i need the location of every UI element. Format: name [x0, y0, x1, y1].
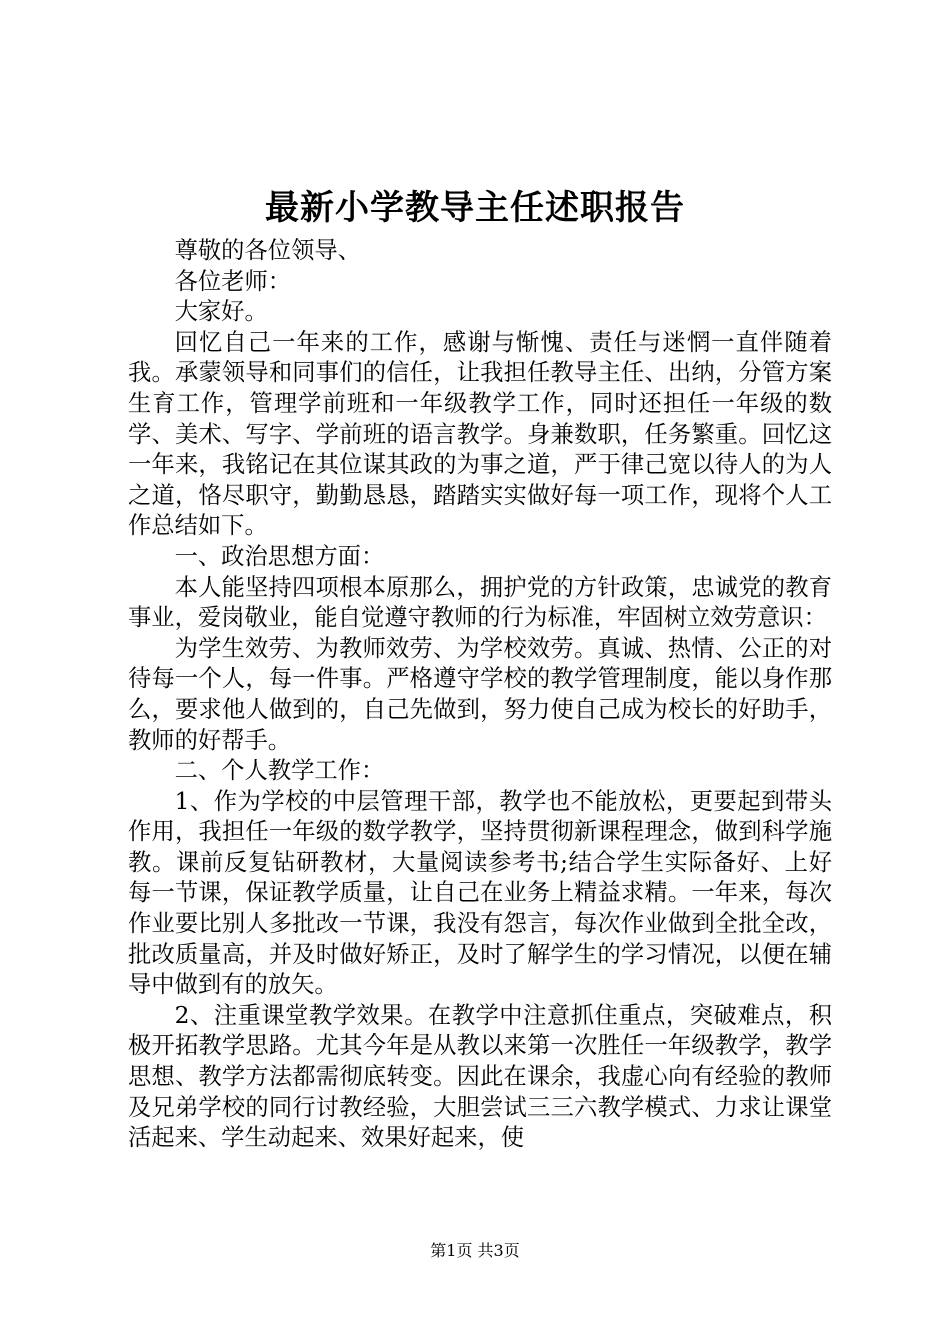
intro-paragraph: 回忆自己一年来的工作，感谢与惭愧、责任与迷惘一直伴随着我。承蒙领导和同事们的信任，让我担任教导主任、出纳，分管方案生育工作，管理学前班和一年级教学工作，同时还担任一年级的数学、美术、写字、学前班的语言教学。身兼数职，任务繁重。回忆这一年来，我铭记在其位谋其政的为事之道，严于律己宽以待人的为人之道，恪尽职守，勤勤恳恳，踏踏实实做好每一项工作，现将个人工作总结如下。: [128, 328, 832, 540]
service-paragraph: 为学生效劳、为教师效劳、为学校效劳。真诚、热情、公正的对待每一个人，每一件事。严格遵守学校的教学管理制度，能以身作那么，要求他人做到的，自己先做到，努力使自己成为校长的好助手，教师的好帮手。: [128, 634, 832, 754]
greeting: 大家好。: [174, 298, 268, 326]
document-title: 最新小学教导主任述职报告: [265, 188, 685, 228]
salutation-teachers: 各位老师：: [174, 267, 292, 295]
page-number: 第1页 共3页: [430, 1241, 520, 1260]
section-heading-political: 一、政治思想方面：: [174, 542, 385, 570]
teaching-paragraph-2: 2、注重课堂教学效果。在教学中注意抓住重点，突破难点，积极开拓教学思路。尤其今年是从教以来第一次胜任一年级教学，教学思想、教学方法都需彻底转变。因此在课余，我虚心向有经验的教师及兄弟学校的同行讨教经验，大胆尝试三三六教学模式、力求让课堂活起来、学生动起来、效果好起来，使: [128, 1001, 832, 1152]
teaching-paragraph-1: 1、作为学校的中层管理干部，教学也不能放松，更要起到带头作用，我担任一年级的数学教学，坚持贯彻新课程理念，做到科学施教。课前反复钻研教材，大量阅读参考书;结合学生实际备好、上好每一节课，保证教学质量，让自己在业务上精益求精。一年来，每次作业要比别人多批改一节课，我没有怨言，每次作业做到全批全改，批改质量高，并及时做好矫正，及时了解学生的学习情况，以便在辅导中做到有的放矢。: [128, 787, 832, 999]
section-heading-teaching: 二、个人教学工作：: [174, 757, 385, 785]
document-body: [128, 236, 832, 1154]
political-paragraph: 本人能坚持四项根本原那么，拥护党的方针政策，忠诚党的教育事业，爱岗敬业，能自觉遵守教师的行为标准，牢固树立效劳意识：: [128, 573, 832, 632]
salutation-leaders: 尊敬的各位领导、: [174, 237, 361, 264]
